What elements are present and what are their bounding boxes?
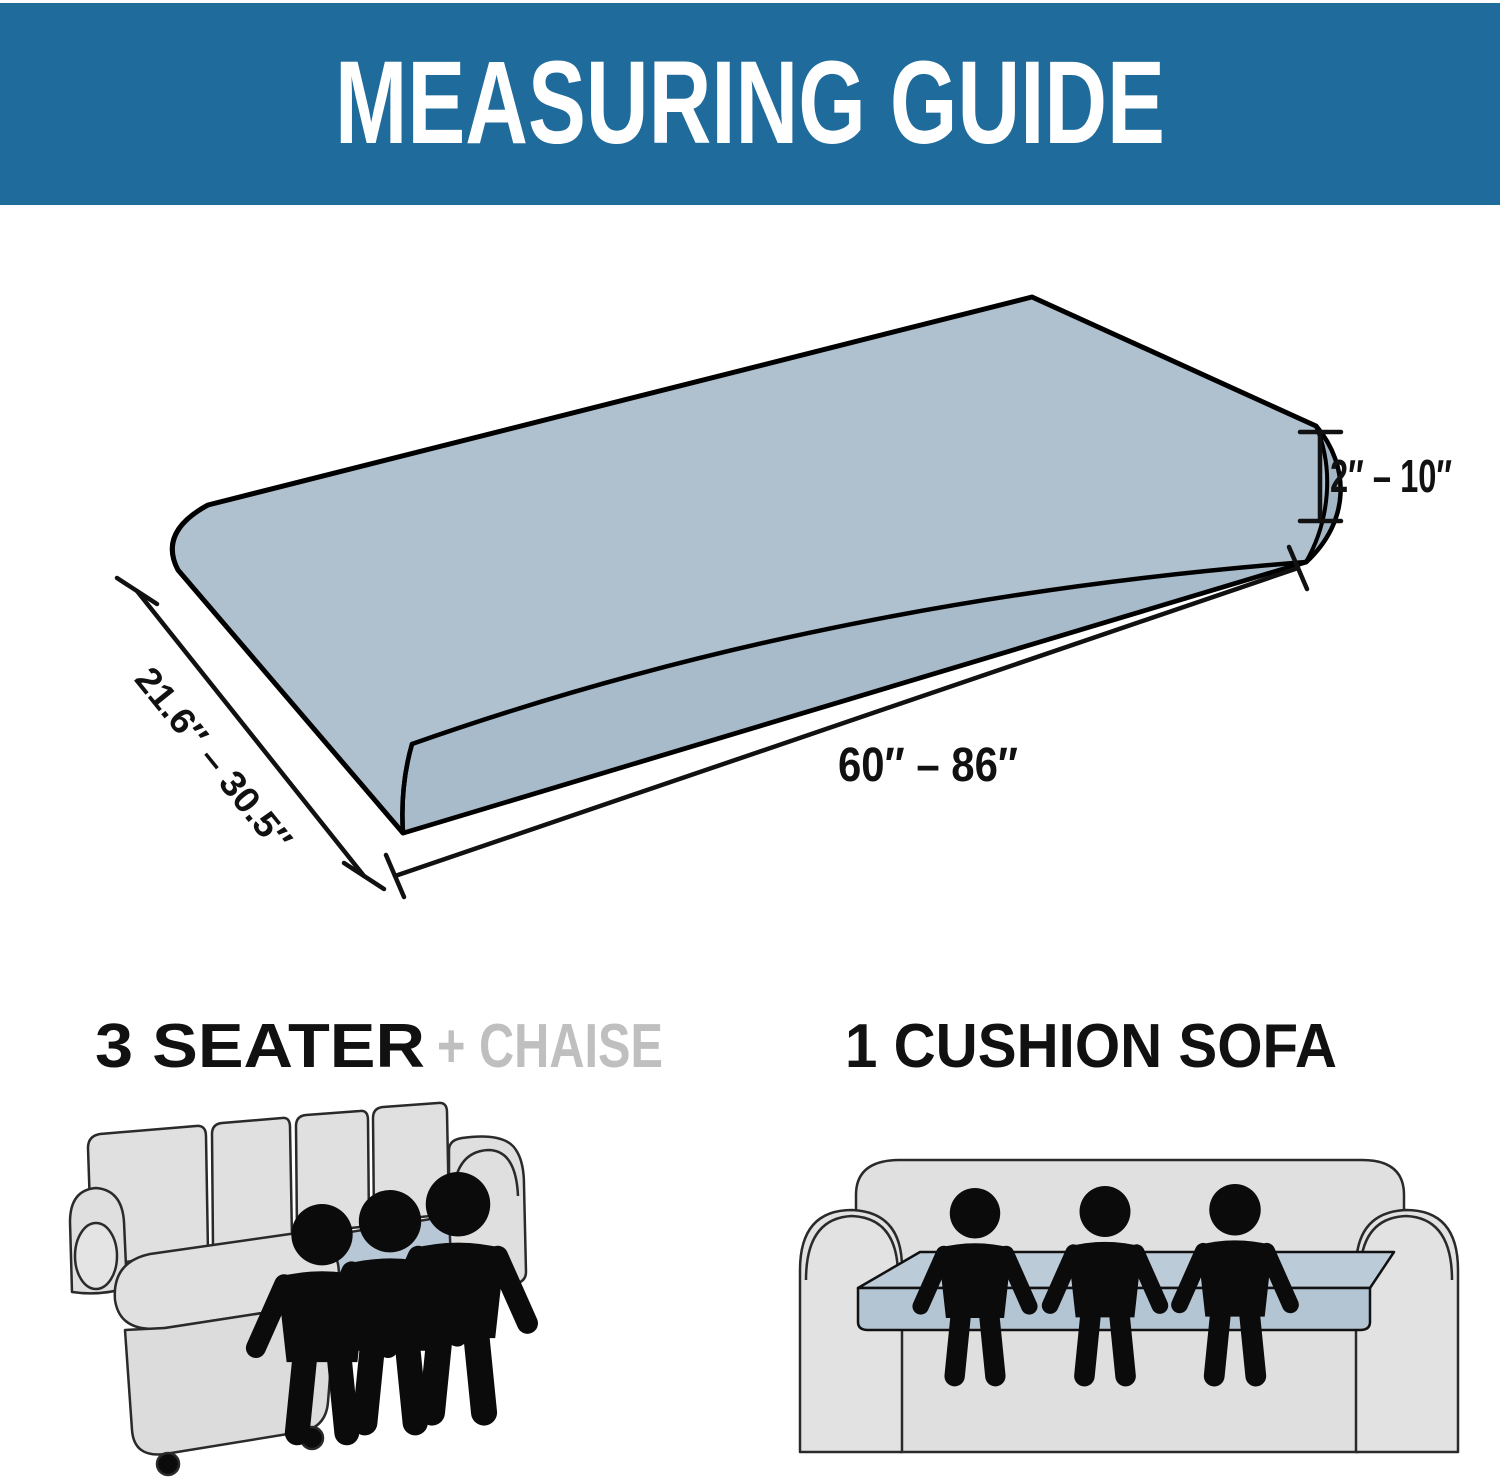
height-dimension-label: 2″ – 10″ xyxy=(1330,450,1452,502)
sofa-right-arm xyxy=(1356,1210,1458,1452)
depth-dimension-label: 21.6″ – 30.5″ xyxy=(126,658,294,852)
page-title: MEASURING GUIDE xyxy=(335,37,1165,169)
right-option-title: 1 CUSHION SOFA xyxy=(845,1012,1337,1081)
length-dimension-label: 60″ – 86″ xyxy=(838,739,1018,792)
depth-dimension-bottom-tick xyxy=(344,863,384,889)
back-cushion xyxy=(212,1118,292,1248)
depth-dimension-top-tick xyxy=(117,578,157,604)
left-option-title: 3 SEATER xyxy=(95,1012,425,1081)
arm-scroll-ellipse xyxy=(75,1223,117,1289)
caster-wheel xyxy=(157,1453,179,1475)
left-option-subtitle: + CHAISE xyxy=(437,1012,663,1081)
